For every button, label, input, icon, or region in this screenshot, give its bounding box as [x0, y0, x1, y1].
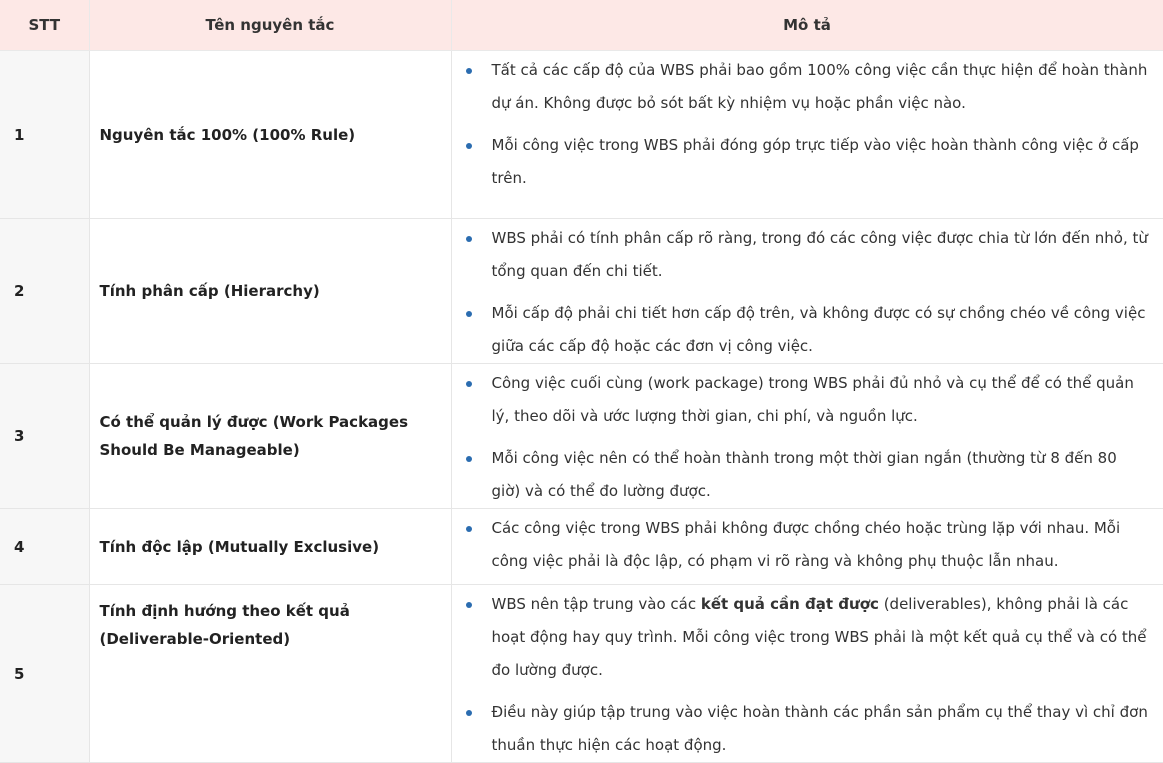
row-number: 2: [0, 219, 89, 364]
list-item: [492, 297, 1149, 363]
principle-description: [451, 585, 1163, 763]
list-item: [492, 442, 1149, 508]
bullet-list: [492, 222, 1149, 363]
bullet-text: Công việc cuối cùng (work package) trong WBS phải đủ nhỏ và cụ thể để có thể quản lý, theo dõi và ước lượng thời gian, chi phí, và nguồn lực.: [491, 374, 1134, 425]
bullet-text-pre: WBS nên tập trung vào các: [491, 595, 701, 613]
bullet-list: [492, 588, 1149, 762]
bullet-text: Mỗi công việc nên có thể hoàn thành trong một thời gian ngắn (thường từ 8 đến 80 giờ) và có thể đo lường được.: [491, 449, 1117, 500]
principle-description: [451, 509, 1163, 585]
table-row: [0, 219, 1163, 364]
list-item: [492, 54, 1149, 120]
bullet-dot-icon: [466, 526, 472, 532]
principle-description: [451, 219, 1163, 364]
bullet-text: Mỗi công việc trong WBS phải đóng góp trực tiếp vào việc hoàn thành công việc ở cấp trên.: [491, 136, 1139, 187]
bullet-list: [492, 367, 1149, 508]
table-row: [0, 51, 1163, 219]
bullet-dot-icon: [466, 456, 472, 462]
row-number: 5: [0, 585, 89, 763]
bullet-text: WBS phải có tính phân cấp rõ ràng, trong đó các công việc được chia từ lớn đến nhỏ, từ tổng quan đến chi tiết.: [491, 229, 1148, 280]
list-item: [492, 588, 1149, 687]
row-number: 3: [0, 364, 89, 509]
bullet-text: Các công việc trong WBS phải không được chồng chéo hoặc trùng lặp với nhau. Mỗi công việc phải là độc lập, có phạm vi rõ ràng và không phụ thuộc lẫn nhau.: [491, 519, 1121, 570]
row-number: 4: [0, 509, 89, 585]
principle-name: Tính định hướng theo kết quả (Deliverable-Oriented): [89, 585, 451, 763]
row-number: 1: [0, 51, 89, 219]
header-stt: STT: [0, 0, 89, 51]
principle-name: Nguyên tắc 100% (100% Rule): [89, 51, 451, 219]
list-item: [492, 512, 1149, 578]
bullet-text: Tất cả các cấp độ của WBS phải bao gồm 100% công việc cần thực hiện để hoàn thành dự án. Không được bỏ sót bất kỳ nhiệm vụ hoặc phần việc nào.: [491, 61, 1148, 112]
bullet-dot-icon: [466, 68, 472, 74]
bullet-dot-icon: [466, 602, 472, 608]
bullet-text-bold: kết quả cần đạt được: [700, 595, 879, 613]
bullet-dot-icon: [466, 311, 472, 317]
table-row: [0, 364, 1163, 509]
table-row: [0, 509, 1163, 585]
bullet-dot-icon: [466, 710, 472, 716]
table-header-row: [0, 0, 1163, 51]
table-row: [0, 585, 1163, 763]
bullet-list: [492, 512, 1149, 578]
bullet-text: Điều này giúp tập trung vào việc hoàn thành các phần sản phẩm cụ thể thay vì chỉ đơn thuần thực hiện các hoạt động.: [491, 703, 1148, 754]
principle-description: [451, 364, 1163, 509]
list-item: [492, 129, 1149, 195]
header-name: Tên nguyên tắc: [89, 0, 451, 51]
list-item: [492, 696, 1149, 762]
principle-name: Tính độc lập (Mutually Exclusive): [89, 509, 451, 585]
bullet-dot-icon: [466, 143, 472, 149]
list-item: [492, 222, 1149, 288]
list-item: [492, 367, 1149, 433]
bullet-dot-icon: [466, 381, 472, 387]
principle-name: Tính phân cấp (Hierarchy): [89, 219, 451, 364]
header-description: Mô tả: [451, 0, 1163, 51]
principle-name: Có thể quản lý được (Work Packages Should Be Manageable): [89, 364, 451, 509]
principle-description: [451, 51, 1163, 219]
bullet-list: [492, 54, 1149, 195]
bullet-text-post: (deliverables), không phải là các hoạt động hay quy trình. Mỗi công việc trong WBS phải là một kết quả cụ thể và có thể đo lường được.: [491, 595, 1147, 679]
bullet-dot-icon: [466, 236, 472, 242]
bullet-text: Mỗi cấp độ phải chi tiết hơn cấp độ trên, và không được có sự chồng chéo về công việc giữa các cấp độ hoặc các đơn vị công việc.: [491, 304, 1146, 355]
